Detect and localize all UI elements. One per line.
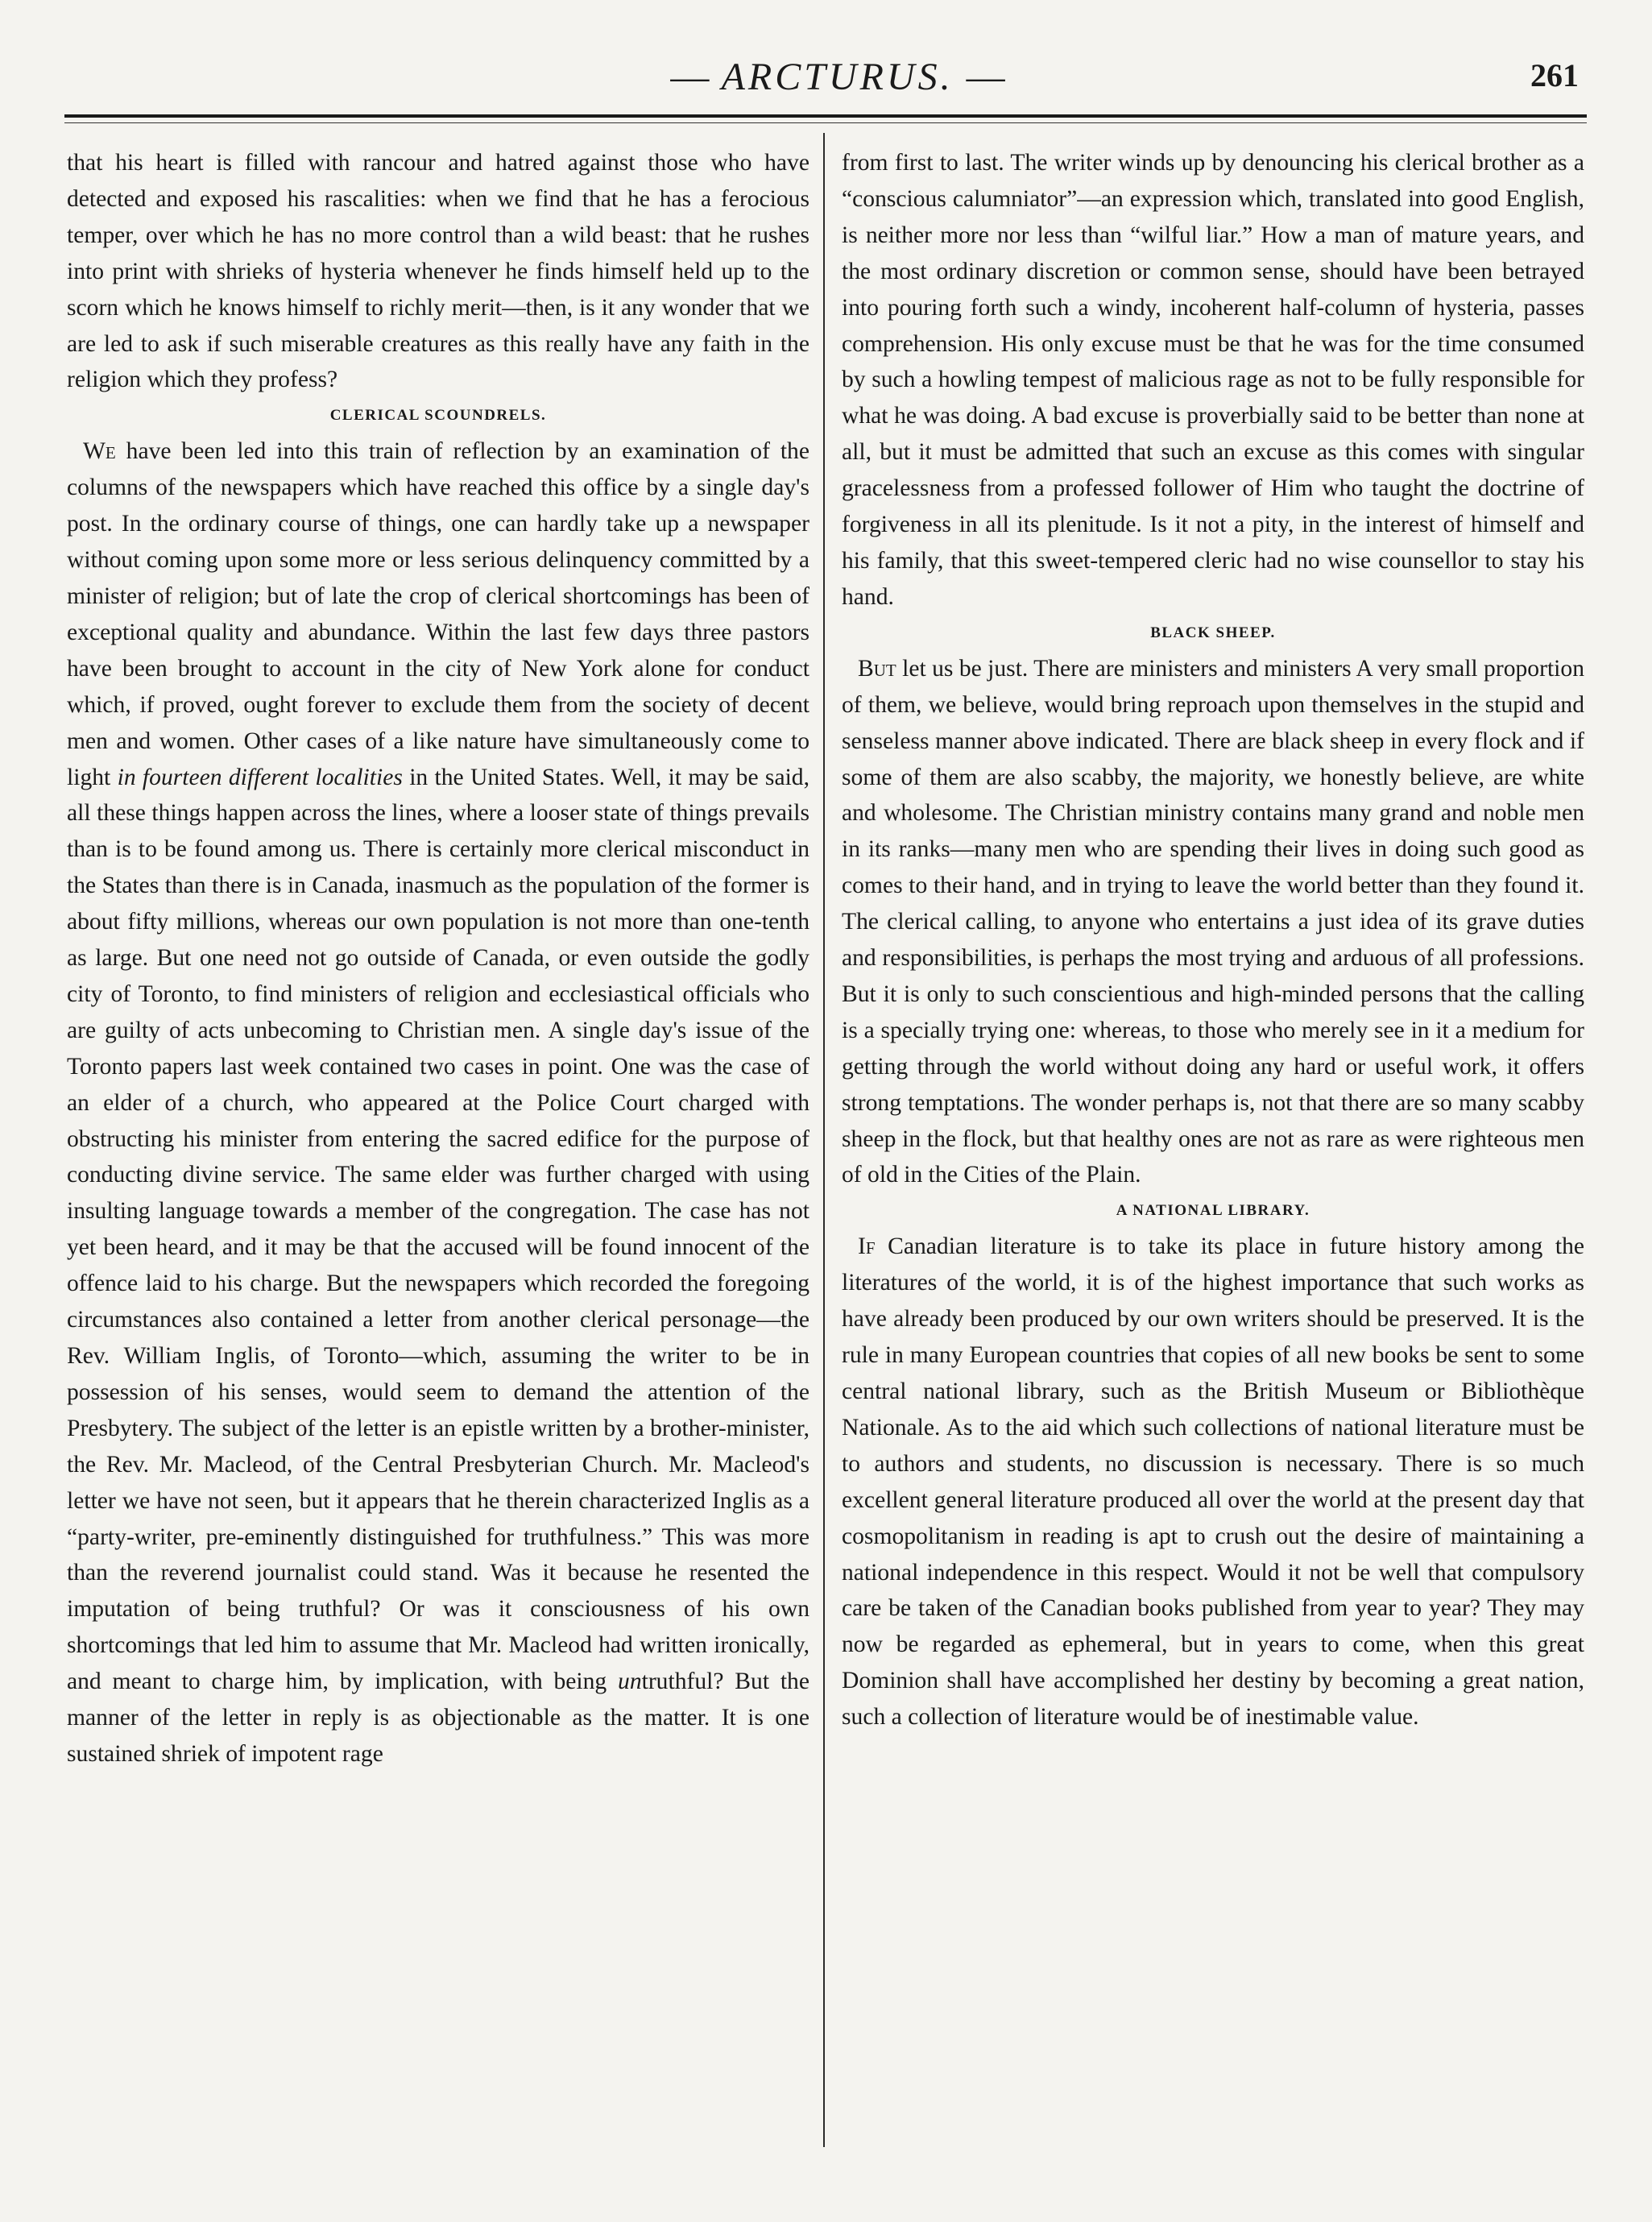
column-divider <box>823 133 825 2147</box>
heading-national-library: A NATIONAL LIBRARY. <box>1116 1202 1310 1220</box>
paragraph-clerical-scoundrels <box>67 433 809 1772</box>
drop-word: We <box>83 438 116 465</box>
paragraph-national-library <box>842 1229 1584 1735</box>
paragraph-text-a: have been led into this train of reflection by an examination of the columns of the newspapers which have reached this office by a single day's post. In the ordinary course of things, one can hardly take up a newspaper without coming upon some more or less serious delinquency committed by a minister of religion; but of late the crop of clerical shortcomings has been of exceptional quality and abundance. Within the last few days three pastors have been brought to account in the city of New York alone for conduct which, if proved, ought forever to exclude them from the society of decent men and women. Other cases of a like nature have simultaneously come to light <box>67 438 809 790</box>
paragraph-black-sheep <box>842 651 1584 1194</box>
title-dash-right: — <box>966 56 1005 98</box>
drop-word: If <box>858 1233 876 1260</box>
page-number: 261 <box>1530 57 1579 93</box>
paragraph-italic: in fourteen different localities <box>117 764 403 790</box>
publication-title: ARCTURUS. <box>721 56 954 98</box>
paragraph-text: Canadian literature is to take its place in future history among the literatures of the world, it is of the highest importance that such works as have already been produced by our own writers should be preserved. It is the rule in many European countries that copies of all new books be sent to some central national library, such as the British Museum or Bibliothèque Nationale. As to the aid which such collections of national literature must be to authors and students, no discussion is necessary. There is so much excellent general literature produced all over the world at the present day that cosmopolitanism in reading is apt to crush out the desire of maintaining a national independence in this respect. Would it not be well that compulsory care be taken of the Canadian books published from year to year? They may now be regarded as ephemeral, but in years to come, when this great Dominion shall have accomplished her destiny by becoming a great nation, such a collection of literature would be of inestimable value. <box>842 1233 1584 1731</box>
continued-paragraph: that his heart is filled with rancour and hatred against those who have detected and exposed his rascalities: when we find that he has a ferocious temper, over which he has no more control than a wild beast: that he rushes into print with shrieks of hysteria whenever he finds himself held up to the scorn which he knows himself to richly merit—then, is it any wonder that we are led to ask if such miserable creatures as this really have any faith in the religion which they profess? <box>67 150 809 393</box>
heading-black-sheep: BLACK SHEEP. <box>1150 624 1276 641</box>
paragraph-text: let us be just. There are ministers and ministers A very small proportion of them, we believe, would bring reproach upon themselves in the stupid and senseless manner above indicated. There are black sheep in every flock and if some of them are also scabby, the majority, we honestly believe, are white and wholesome. The Christian ministry contains many grand and noble men in its ranks—many men who are spending their lives in doing such good as comes to their hand, and in trying to leave the world better than they found it. The clerical calling, to anyone who entertains a just idea of its grave duties and responsibilities, is perhaps the most trying and arduous of all professions. But it is only to such conscientious and high-minded persons that the calling is a specially trying one: whereas, to those who merely see in it a medium for getting through the world without doing any hard or useful work, it offers strong temptations. The wonder perhaps is, not that there are so many scabby sheep in the flock, but that healthy ones are not as rare as were righteous men of old in the Cities of the Plain. <box>842 655 1584 1188</box>
header-rule-thin <box>64 122 1587 123</box>
heading-clerical-scoundrels: CLERICAL SCOUNDRELS. <box>329 407 547 425</box>
paragraph-text-b: in the United States. Well, it may be said, all these things happen across the lines, where a looser state of things prevails than is to be found among us. There is certainly more clerical misconduct in the States than there is in Canada, inasmuch as the population of the former is about fifty millions, whereas our own population is not more than one-tenth as large. But one need not go outside of Canada, or even outside the godly city of Toronto, to find ministers of religion and ecclesiastical officials who are guilty of acts unbecoming to Christian men. A single day's issue of the Toronto papers last week contained two cases in point. One was the case of an elder of a church, who appeared at the Police Court charged with obstructing his minister from entering the sacred edifice for the purpose of conducting divine service. The same elder was further charged with using insulting language towards a member of the congregation. The case has not yet been heard, and it may be that the accused will be found innocent of the offence laid to his charge. But the newspapers which recorded the foregoing circumstances also contained a letter from another clerical personage—the Rev. William Inglis, of Toronto—which, assuming the writer to be in possession of his senses, would seem to demand the attention of the Presbytery. The subject of the letter is an epistle written by a brother-minister, the Rev. Mr. Macleod, of the Central Presbyterian Church. Mr. Macleod's letter we have not seen, but it appears that he therein characterized Inglis as a “party-writer, pre-eminently distinguished for truthfulness.” This was more than the reverend journalist could stand. Was it because he resented the imputation of being truthful? Or was it consciousness of his own shortcomings that led him to assume that Mr. Macleod had written ironically, and meant to charge him, by implication, with being <box>67 764 809 1695</box>
right-column <box>842 145 1584 1735</box>
continued-paragraph-right: from first to last. The writer winds up by denouncing his clerical brother as a “conscious calumniator”—an expression which, translated into good English, is neither more nor less than “wilful liar.” How a man of mature years, and the most ordinary discretion or common sense, should have been betrayed into pouring forth such a windy, incoherent half-column of hysteria, passes comprehension. His only excuse must be that he was for the time consumed by such a howling tempest of malicious rage as not to be fully responsible for what he was doing. A bad excuse is proverbially said to be better than none at all, but it must be admitted that such an excuse as this comes with singular gracelessness from a professed follower of Him who taught the doctrine of forgiveness in all its plenitude. Is it not a pity, in the interest of himself and his family, that this sweet-tempered cleric had no wise counsellor to stay his hand. <box>842 150 1584 610</box>
running-title <box>72 55 1603 99</box>
left-column <box>67 145 809 1772</box>
paragraph-italic-un: un <box>618 1669 642 1695</box>
drop-word: But <box>858 655 896 682</box>
header-rule-thick <box>64 114 1587 118</box>
page-header <box>72 48 1603 121</box>
title-dash-left: — <box>670 56 710 98</box>
paragraph-text-c: truthful? But the manner of the letter in reply is as objectionable as the matter. It is one sustained shriek of impotent rage <box>67 1669 809 1767</box>
